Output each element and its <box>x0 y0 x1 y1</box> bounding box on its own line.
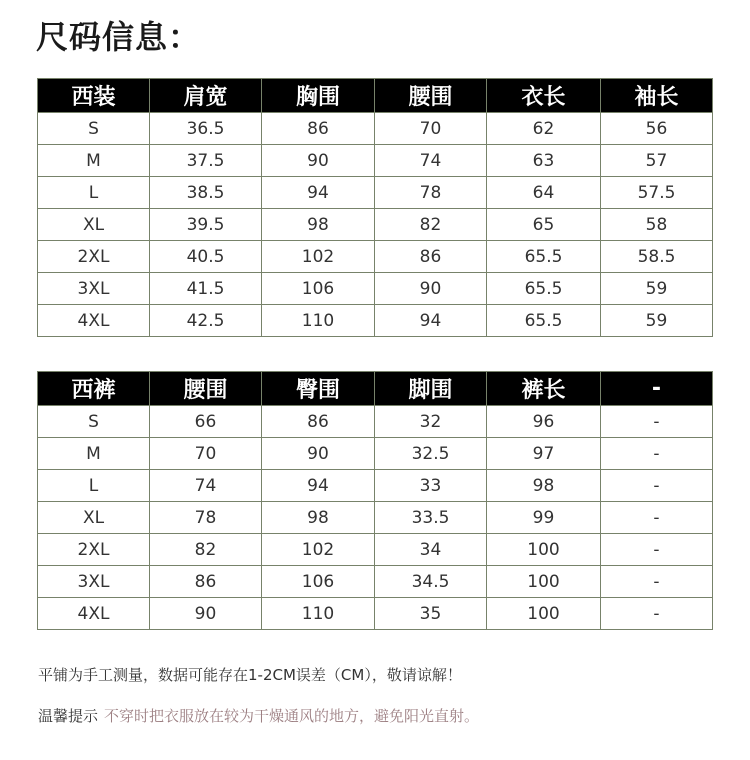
header-cell: 袖长 <box>601 79 713 113</box>
table-cell: 102 <box>262 534 375 566</box>
table-cell: 100 <box>487 598 601 630</box>
table-cell: 100 <box>487 566 601 598</box>
table-row <box>38 113 713 145</box>
table-cell: 110 <box>262 598 375 630</box>
table-cell: 64 <box>487 177 601 209</box>
table-cell: 90 <box>375 273 487 305</box>
table-cell: S <box>38 113 150 145</box>
table-cell: 94 <box>375 305 487 337</box>
table-row <box>38 273 713 305</box>
table-row <box>38 145 713 177</box>
table-cell: 2XL <box>38 241 150 273</box>
table-cell: 2XL <box>38 534 150 566</box>
table-cell: 90 <box>262 438 375 470</box>
table-cell: 94 <box>262 470 375 502</box>
header-cell: 脚围 <box>375 372 487 406</box>
table-cell: 86 <box>375 241 487 273</box>
table-cell: 63 <box>487 145 601 177</box>
table-cell: 36.5 <box>150 113 262 145</box>
table-cell: 70 <box>150 438 262 470</box>
header-cell: 西裤 <box>38 372 150 406</box>
measurement-note: 平铺为手工测量，数据可能存在1-2CM误差（CM），敬请谅解！ <box>38 666 462 684</box>
table-cell: L <box>38 470 150 502</box>
header-cell: 裤长 <box>487 372 601 406</box>
table-cell: XL <box>38 502 150 534</box>
table-cell: 98 <box>262 502 375 534</box>
table-row <box>38 598 713 630</box>
table-cell: 98 <box>262 209 375 241</box>
table-cell: 38.5 <box>150 177 262 209</box>
header-cell: 胸围 <box>262 79 375 113</box>
table-cell: 66 <box>150 406 262 438</box>
table-cell: 4XL <box>38 598 150 630</box>
table-cell: - <box>601 566 713 598</box>
table-cell: 3XL <box>38 566 150 598</box>
header-cell: 腰围 <box>150 372 262 406</box>
table-header-row <box>38 372 713 406</box>
table-cell: 99 <box>487 502 601 534</box>
table-cell: 59 <box>601 273 713 305</box>
table-row <box>38 502 713 534</box>
table-cell: - <box>601 502 713 534</box>
table-cell: 100 <box>487 534 601 566</box>
table-cell: 35 <box>375 598 487 630</box>
table-cell: 34 <box>375 534 487 566</box>
table-header-row <box>38 79 713 113</box>
table-row <box>38 241 713 273</box>
table-cell: 74 <box>150 470 262 502</box>
page-title: 尺码信息： <box>36 18 202 56</box>
table-cell: 34.5 <box>375 566 487 598</box>
table-cell: 57 <box>601 145 713 177</box>
table-cell: 65 <box>487 209 601 241</box>
table-cell: - <box>601 598 713 630</box>
table-cell: 86 <box>262 406 375 438</box>
table-cell: XL <box>38 209 150 241</box>
header-cell: 衣长 <box>487 79 601 113</box>
table-cell: 32 <box>375 406 487 438</box>
table-row <box>38 177 713 209</box>
table-cell: 86 <box>262 113 375 145</box>
table-cell: 78 <box>375 177 487 209</box>
table-cell: 97 <box>487 438 601 470</box>
table-cell: 3XL <box>38 273 150 305</box>
table-cell: L <box>38 177 150 209</box>
table-cell: 110 <box>262 305 375 337</box>
table-row <box>38 566 713 598</box>
table-cell: 65.5 <box>487 241 601 273</box>
table-cell: 65.5 <box>487 273 601 305</box>
table-cell: 39.5 <box>150 209 262 241</box>
tip-label: 温馨提示 <box>38 707 99 725</box>
tip-text: 不穿时把衣服放在较为干燥通风的地方，避免阳光直射。 <box>104 707 480 725</box>
table-cell: 42.5 <box>150 305 262 337</box>
table-cell: 90 <box>262 145 375 177</box>
header-cell: 西装 <box>38 79 150 113</box>
table-cell: 106 <box>262 273 375 305</box>
table-cell: - <box>601 438 713 470</box>
table-row <box>38 209 713 241</box>
header-cell: 腰围 <box>375 79 487 113</box>
table-cell: 40.5 <box>150 241 262 273</box>
table-cell: 86 <box>150 566 262 598</box>
table-row <box>38 534 713 566</box>
table-cell: 33 <box>375 470 487 502</box>
table-cell: 65.5 <box>487 305 601 337</box>
table-cell: 94 <box>262 177 375 209</box>
table-cell: - <box>601 534 713 566</box>
table-cell: 74 <box>375 145 487 177</box>
header-cell: 臀围 <box>262 372 375 406</box>
table-cell: 70 <box>375 113 487 145</box>
table-cell: 98 <box>487 470 601 502</box>
table-cell: 32.5 <box>375 438 487 470</box>
table-row <box>38 406 713 438</box>
table-row <box>38 470 713 502</box>
table-cell: 59 <box>601 305 713 337</box>
table-cell: M <box>38 438 150 470</box>
table-cell: 82 <box>150 534 262 566</box>
care-tip <box>38 705 479 726</box>
table-cell: 62 <box>487 113 601 145</box>
table-row <box>38 438 713 470</box>
header-cell: 肩宽 <box>150 79 262 113</box>
table-cell: 58.5 <box>601 241 713 273</box>
table-cell: S <box>38 406 150 438</box>
table-cell: 90 <box>150 598 262 630</box>
suit-size-table <box>37 78 713 337</box>
table-cell: 56 <box>601 113 713 145</box>
header-cell: - <box>601 372 713 406</box>
table-cell: 57.5 <box>601 177 713 209</box>
table-cell: 4XL <box>38 305 150 337</box>
table-cell: 82 <box>375 209 487 241</box>
table-row <box>38 305 713 337</box>
table-cell: - <box>601 470 713 502</box>
table-cell: 58 <box>601 209 713 241</box>
table-cell: 78 <box>150 502 262 534</box>
table-cell: 33.5 <box>375 502 487 534</box>
table-cell: 37.5 <box>150 145 262 177</box>
table-cell: M <box>38 145 150 177</box>
pants-size-table <box>37 371 713 630</box>
table-cell: - <box>601 406 713 438</box>
table-cell: 102 <box>262 241 375 273</box>
table-cell: 41.5 <box>150 273 262 305</box>
table-cell: 96 <box>487 406 601 438</box>
table-cell: 106 <box>262 566 375 598</box>
